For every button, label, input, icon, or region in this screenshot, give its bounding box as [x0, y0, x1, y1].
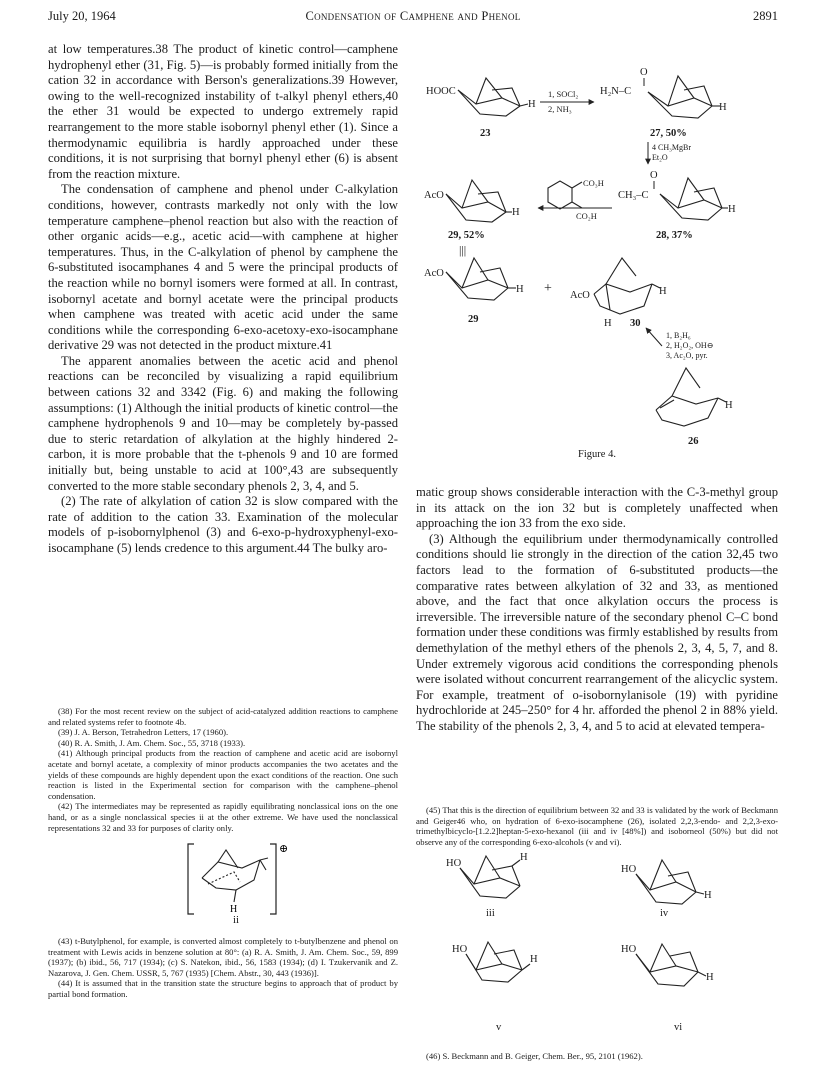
footnote-42: (42) The intermediates may be represented as rapidly equilibrating nonclassical ions on the one hand, or as a single nonclassical species ii at the other extreme. We have used the nonclassical representations 32 and 33 for purposes of clarity only.: [48, 801, 398, 833]
footnote-43: (43) t-Butylphenol, for example, is converted almost completely to t-butylbenzene and phenol on treatment with Lewis acids in benzene solution at 80°: (a) R. A. Smith, J. Am. Chem. Soc., 59, 899 (1937); (b) ibid., 56, 717 (1934); (c) S. Natekon, ibid., 56, 1583 (1934); (d) I. Tzukervanik and Z. Nazarova, J. Gen. Chem. USSR, 5, 767 (1935) [Chem. Abstr., 30, 443 (1936)].: [48, 936, 398, 978]
compound-30-label: 30: [630, 318, 641, 329]
left-footnotes: [48, 706, 398, 833]
aco-label-29: AcO: [424, 268, 444, 279]
reagent-nh3: 2, NH₃: [548, 104, 572, 114]
footnote-45: (45) That this is the direction of equilibrium between 32 and 33 is validated by the work of Beckmann and Geiger46 who, on hydration of 6-exo-isocamphene (26), isolated 2,2,3-endo- and 2,2,3-exo-trimethylbicyclo-[1.2.2]heptan-5-exo-hexanol (iii and iv [48%]) and isoborneol (50%) but did not observe any of the corresponding 6-exo-alcohols (v and vi).: [416, 805, 778, 847]
left-paragraph-1: at low temperatures.38 The product of kinetic control—camphene hydrophenyl ether (31, Fig. 5)—is probably formed initially from the cation 32 in accordance with Berson's generalizations.39 However, owing to the well-recognized instability of t-alkyl phenyl ethers,40 the ether 31 would be expected to undergo extremely rapid rearrangement to the more stable isobornyl phenyl ether (1). Since a thermodynamic equilibria is hardly approached under these conditions, it is not surprising that bornyl phenyl ether (6) is absent from the reaction mixture.: [48, 42, 398, 181]
grignard-solvent: Et₂O: [652, 153, 668, 162]
equivalence-mark: |||: [459, 243, 467, 257]
h-label-30b: H: [604, 318, 612, 329]
compound-29-label: 29: [468, 314, 479, 325]
left-footnotes-continued: [48, 936, 398, 1000]
h-label-28: H: [728, 204, 736, 215]
left-paragraph-3: The apparent anomalies between the acetic acid and phenol reactions can be reconciled by visualizing a rapid equilibrium between cations 32 and 3342 (Fig. 6) and making the following assumptions: (1) Although the initial products of kinetic control—the camphene hydrophenols 9 and 10—may be completely by-passed due to steric retardation of alkylation at the highly hindered 2-carbon, it is more probable that the t-phenols 9 and 10 are formed initially but, being unstable to acid at 100°,43 are subsequently converted to the more stable secondary phenols 2, 3, 4, and 5.: [48, 353, 398, 493]
reagent-ac2o: 3, Ac₂O, pyr.: [666, 351, 708, 360]
carbonyl-o-27: O: [640, 67, 648, 78]
aco-label-29a: AcO: [424, 190, 444, 201]
structure-ii-label: ii: [233, 914, 240, 926]
carbonyl-o-28: O: [650, 170, 658, 181]
compound-27-label: 27, 50%: [650, 128, 687, 139]
hooc-label: HOOC: [426, 86, 456, 97]
left-column-body: [48, 42, 398, 557]
footnote-40: (40) R. A. Smith, J. Am. Chem. Soc., 55, 3718 (1933).: [58, 737, 246, 748]
header-page-number: 2891: [753, 9, 778, 23]
compound-23-label: 23: [480, 128, 491, 139]
iv-h-label: H: [704, 890, 712, 901]
right-paragraph-1: matic group shows considerable interaction with the C-3-methyl group in its attack on the ion 32 but is completely unaffected when approaching the ion 33 from the exo side.: [416, 485, 778, 531]
h-label-23: H: [528, 99, 536, 110]
charge-label: ⊕: [279, 843, 289, 855]
right-column-body: [416, 485, 778, 735]
v-ho-label: HO: [452, 944, 468, 955]
page-header: [48, 9, 778, 27]
header-date: July 20, 1964: [48, 9, 116, 23]
h-label-29: H: [516, 284, 524, 295]
footnote-39: (39) J. A. Berson, Tetrahedron Letters, 17 (1960).: [58, 727, 229, 738]
h-label-30a: H: [659, 286, 667, 297]
footnote-38: (38) For the most recent review on the subject of acid-catalyzed addition reactions to camphene and related systems refer to footnote 4b.: [48, 706, 398, 727]
compound-28-label: 28, 37%: [656, 230, 693, 241]
grignard-reagent: 4 CH₃MgBr: [652, 143, 692, 152]
figure-4-scheme: [416, 62, 778, 447]
structures-iii-to-vi: [416, 848, 778, 1048]
reagent-b2h6: 1, B₂H₆: [666, 331, 691, 340]
vi-h-label: H: [706, 972, 714, 983]
header-title: Condensation of Camphene and Phenol: [305, 9, 521, 23]
vi-ho-label: HO: [621, 944, 637, 955]
left-paragraph-2: The condensation of camphene and phenol under C-alkylation conditions, however, contrasts markedly not only with the low temperature camphene–phenol reaction but also with the reaction of other organic acids—e.g., acetic acid—with camphene at higher temperatures. Thus, in the C-alkylation of phenol by camphene the 6-substituted isocamphanes 4 and 5 were the principal products of the reaction while no bornyl isomers were formed at all. In contrast, isobornyl acetate and bornyl acetate were the principal products when camphene was treated with acetic acid under the same conditions while the corresponding 6-exo-acetoxy-exo-isocamphane derivative 29 was not detected in the product mixture.41: [48, 182, 398, 353]
peracid-co2h: CO₂H: [576, 211, 597, 221]
compound-29-yield: 29, 52%: [448, 230, 485, 241]
iii-h-label: H: [520, 852, 528, 863]
acetyl-label: CH₃–C: [618, 190, 649, 201]
structure-ii: [180, 838, 300, 928]
iii-ho-label: HO: [446, 858, 462, 869]
h-label-27: H: [719, 102, 727, 113]
footnote-44: (44) It is assumed that in the transition state the structure begins to approach that of product by partial bond formation.: [48, 978, 398, 999]
reagent-h2o2: 2, H₂O₂, OH⊖: [666, 341, 714, 350]
iv-ho-label: HO: [621, 864, 637, 875]
figure-4-caption: Figure 4.: [578, 449, 616, 460]
aco-label-30: AcO: [570, 290, 590, 301]
footnote-41: (41) Although principal products from the reaction of camphene and acetic acid are isobornyl acetate and bornyl acetate, a complexity of minor products accompanies the two acetates and the yields of these compounds are highly dependent upon the exact conditions of the reaction. One such reaction is listed in the Experimental section for comparison with the camphene–phenol condensation.: [48, 748, 398, 801]
h-label-29a: H: [512, 207, 520, 218]
peracid-co3h: CO₃H: [583, 178, 604, 188]
structure-v-label: v: [496, 1022, 502, 1033]
right-footnotes-continued: [416, 1051, 778, 1062]
h-label-26: H: [725, 400, 733, 411]
structure-vi-label: vi: [674, 1022, 683, 1033]
v-h-label: H: [530, 954, 538, 965]
ii-h-label: H: [230, 904, 238, 915]
reagent-socl2: 1, SOCl₂: [548, 89, 579, 99]
left-paragraph-4: (2) The rate of alkylation of cation 32 is slow compared with the rate of addition to the cation 33. Examination of the molecular models of p-isobornylphenol (3) and 6-exo-p-hydroxyphenyl-exo-isocamphane (5) lends credence to this argument.44 The bulky aro-: [48, 494, 398, 555]
right-footnotes: [416, 805, 778, 847]
plus-sign: +: [544, 281, 552, 296]
compound-26-label: 26: [688, 436, 699, 447]
structure-iii-label: iii: [486, 908, 495, 919]
amide-label: H₂N–C: [600, 86, 632, 97]
right-paragraph-2: (3) Although the equilibrium under thermodynamically controlled conditions should lie strongly in the direction of the cation 32,45 two factors lead to the formation of 6-substituted products—the comparative rates between alkylation of 32 and 33, as mentioned above, and the fact that once alkylation occurs the process is irreversible. The irreversible nature of the secondary phenol C–C bond formation under these conditions was firmly established by results from demethylation of the methyl ethers of the phenols 2, 3, 4, 5, 7, and 8. Under extremely vigorous acid conditions the corresponding phenols were isolated without concurrent rearrangement of the alicyclic system. For example, treatment of o-isobornylanisole (19) with pyridine hydrochloride at 245–250° for 4 hr. afforded the phenol 2 in 88% yield. The stability of the phenols 2, 3, 4, and 5 to acid at elevated tempera-: [416, 531, 778, 733]
structure-iv-label: iv: [660, 908, 669, 919]
footnote-46: (46) S. Beckmann and B. Geiger, Chem. Ber., 95, 2101 (1962).: [426, 1051, 643, 1061]
